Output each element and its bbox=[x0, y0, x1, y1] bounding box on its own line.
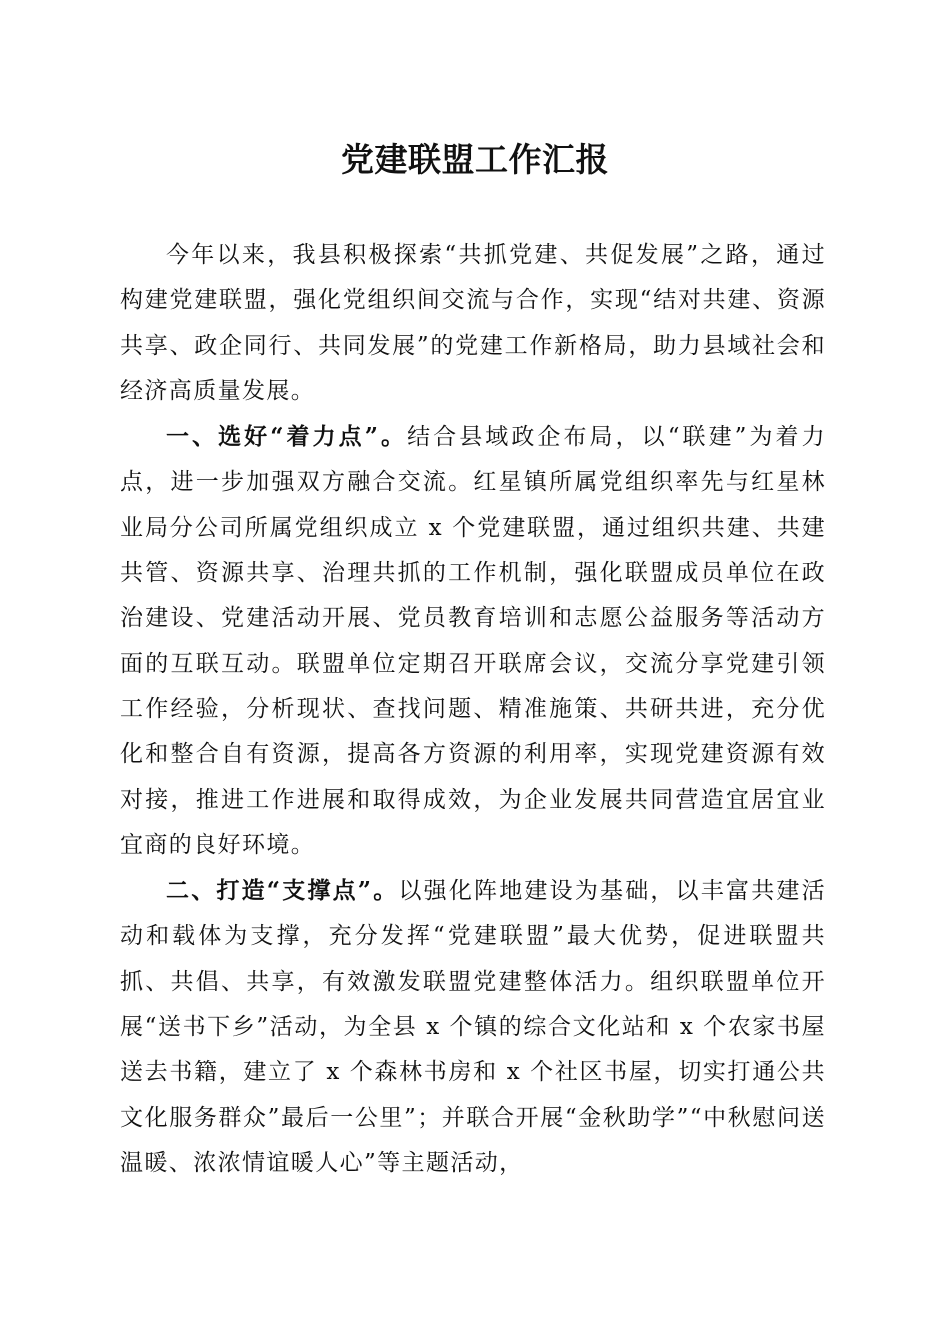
paragraph-section-1 bbox=[120, 414, 826, 868]
paragraph-section-2 bbox=[120, 868, 826, 1186]
paragraph-intro bbox=[120, 232, 826, 414]
section-heading: 二、打造“支撑点”。 bbox=[166, 877, 399, 905]
paragraph-text: 今年以来，我县积极探索“共抓党建、共促发展”之路，通过构建党建联盟，强化党组织间交流与合作，实现“结对共建、资源共享、政企同行、共同发展”的党建工作新格局，助力县域社会和经济高质量发展。 bbox=[120, 242, 826, 404]
paragraph-text: 以强化阵地建设为基础，以丰富共建活动和载体为支撑，充分发挥“党建联盟”最大优势，促进联盟共抓、共倡、共享，有效激发联盟党建整体活力。组织联盟单位开展“送书下乡”活动，为全县 x 个镇的综合文化站和 x 个农家书屋送去书籍，建立了 x 个森林书房和 x 个社区书屋，切实打通公共文化服务群众”最后一公里”；并联合开展“金秋助学”“中秋慰问送温暖、浓浓情谊暖人心”等主题活动， bbox=[120, 878, 826, 1176]
section-heading: 一、选好“着力点”。 bbox=[166, 423, 408, 451]
paragraph-text: 结合县域政企布局，以“联建”为着力点，进一步加强双方融合交流。红星镇所属党组织率先与红星林业局分公司所属党组织成立 x 个党建联盟，通过组织共建、共建共管、资源共享、治理共抓的工作机制，强化联盟成员单位在政治建设、党建活动开展、党员教育培训和志愿公益服务等活动方面的互联互动。联盟单位定期召开联席会议，交流分享党建引领工作经验，分析现状、查找问题、精准施策、共研共进，充分优化和整合自有资源，提高各方资源的利用率，实现党建资源有效对接，推进工作进展和取得成效，为企业发展共同营造宜居宜业宜商的良好环境。 bbox=[120, 424, 826, 858]
document-title: 党建联盟工作汇报 bbox=[341, 140, 609, 179]
document-body bbox=[120, 232, 826, 1186]
